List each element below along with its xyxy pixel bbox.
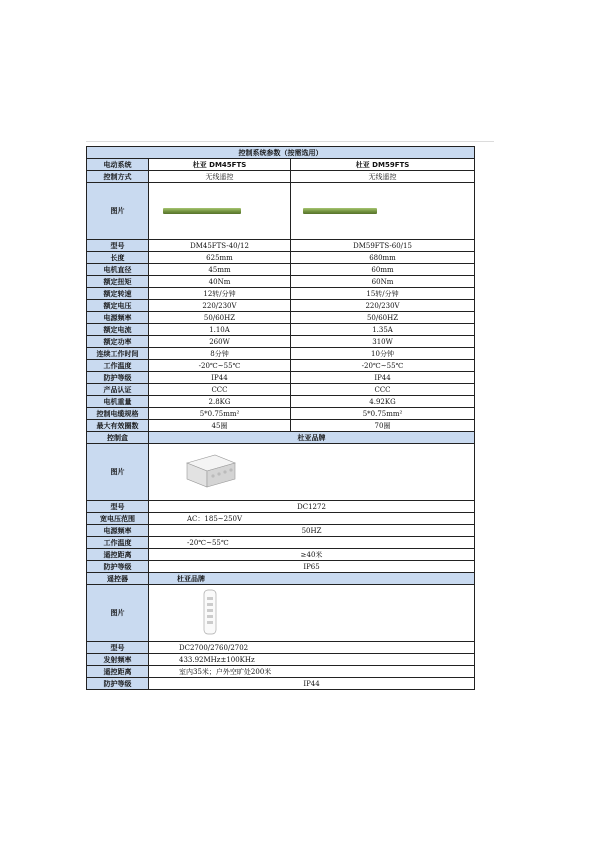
cb-distance-value: ≥40米 (149, 549, 475, 561)
row-value-1: 45mm (149, 264, 291, 276)
row-label: 图片 (87, 183, 149, 240)
row-label: 电源频率 (87, 312, 149, 324)
row-label: 防护等级 (87, 372, 149, 384)
page-rule (86, 141, 494, 142)
row-value-1: -20℃~55℃ (149, 360, 291, 372)
cb-distance-label: 遥控距离 (87, 549, 149, 561)
rm-freq-value: 433.92MHz±100KHz (149, 654, 475, 666)
cb-temp-value: -20℃~55℃ (149, 537, 475, 549)
row-value-2: 10分钟 (291, 348, 475, 360)
row-label: 控制电缆规格 (87, 408, 149, 420)
row-label: 额定电流 (87, 324, 149, 336)
row-value-2: 60mm (291, 264, 475, 276)
row-value-1: DM45FTS-40/12 (149, 240, 291, 252)
cb-model-label: 型号 (87, 501, 149, 513)
control-box-brand: 杜亚品牌 (149, 432, 475, 444)
cb-freq-value: 50HZ (149, 525, 475, 537)
rm-model-label: 型号 (87, 642, 149, 654)
motor-header-col1: 杜亚 DM45FTS (149, 159, 291, 171)
row-label: 产品认证 (87, 384, 149, 396)
row-value-2: 70圈 (291, 420, 475, 432)
row-value-1: 50/60HZ (149, 312, 291, 324)
row-value-1: 1.10A (149, 324, 291, 336)
row-value-2: 680mm (291, 252, 475, 264)
cb-ip-value: IP65 (149, 561, 475, 573)
control-box-image-label: 图片 (87, 444, 149, 501)
row-value-1: 5*0.75mm² (149, 408, 291, 420)
control-box-header: 控制盒 (87, 432, 149, 444)
rm-ip-label: 防护等级 (87, 678, 149, 690)
remote-image-cell (149, 585, 475, 642)
row-value-2: 无线遥控 (291, 171, 475, 183)
spec-table (86, 146, 475, 690)
rm-distance-label: 遥控距离 (87, 666, 149, 678)
row-label: 最大有效圈数 (87, 420, 149, 432)
motor-header-label: 电动系统 (87, 159, 149, 171)
rm-freq-label: 发射频率 (87, 654, 149, 666)
tube-motor-image (303, 208, 377, 214)
row-label: 连续工作时间 (87, 348, 149, 360)
row-value-1: 无线遥控 (149, 171, 291, 183)
row-value-2: 15转/分钟 (291, 288, 475, 300)
cb-voltage-value: AC：185~250V (149, 513, 475, 525)
row-label: 额定功率 (87, 336, 149, 348)
motor-header-col2: 杜亚 DM59FTS (291, 159, 475, 171)
table-title: 控制系统参数（按需选用） (87, 147, 475, 159)
row-value-2: -20℃~55℃ (291, 360, 475, 372)
remote-brand: 杜亚品牌 (149, 573, 475, 585)
row-value-1: 625mm (149, 252, 291, 264)
row-value-2: 5*0.75mm² (291, 408, 475, 420)
row-value-1: 260W (149, 336, 291, 348)
row-value-2: DM59FTS-60/15 (291, 240, 475, 252)
remote-image-label: 图片 (87, 585, 149, 642)
control-box-image-cell (149, 444, 475, 501)
cb-freq-label: 电源频率 (87, 525, 149, 537)
row-value-2: IP44 (291, 372, 475, 384)
row-value-1: 8分钟 (149, 348, 291, 360)
row-value-2: 220/230V (291, 300, 475, 312)
row-value-1: IP44 (149, 372, 291, 384)
row-value-1: 2.8KG (149, 396, 291, 408)
tube-motor-image (163, 208, 241, 214)
row-value-2: 1.35A (291, 324, 475, 336)
cb-model-value: DC1272 (149, 501, 475, 513)
cb-temp-label: 工作温度 (87, 537, 149, 549)
row-label: 控制方式 (87, 171, 149, 183)
cb-ip-label: 防护等级 (87, 561, 149, 573)
row-value-2: CCC (291, 384, 475, 396)
row-value-1: 12转/分钟 (149, 288, 291, 300)
row-label: 额定扭矩 (87, 276, 149, 288)
remote-header: 遥控器 (87, 573, 149, 585)
row-label: 型号 (87, 240, 149, 252)
row-label: 工作温度 (87, 360, 149, 372)
row-label: 电机直径 (87, 264, 149, 276)
row-value-1: 40Nm (149, 276, 291, 288)
cb-voltage-label: 宽电压范围 (87, 513, 149, 525)
rm-distance-value: 室内35米；户外空旷处200米 (149, 666, 475, 678)
remote-image (199, 588, 221, 636)
rm-model-value: DC2700/2760/2702 (149, 642, 475, 654)
row-label: 额定转速 (87, 288, 149, 300)
row-label: 额定电压 (87, 300, 149, 312)
rm-ip-value: IP44 (149, 678, 475, 690)
control-box-image (181, 449, 239, 493)
row-label: 电机重量 (87, 396, 149, 408)
row-value-2: 50/60HZ (291, 312, 475, 324)
row-label: 长度 (87, 252, 149, 264)
row-value-1: CCC (149, 384, 291, 396)
row-value-2: 60Nm (291, 276, 475, 288)
row-value-1: 45圈 (149, 420, 291, 432)
row-value-2: 4.92KG (291, 396, 475, 408)
motor-image-cell-1 (149, 183, 291, 240)
row-value-1: 220/230V (149, 300, 291, 312)
row-value-2: 310W (291, 336, 475, 348)
motor-image-cell-2 (291, 183, 475, 240)
